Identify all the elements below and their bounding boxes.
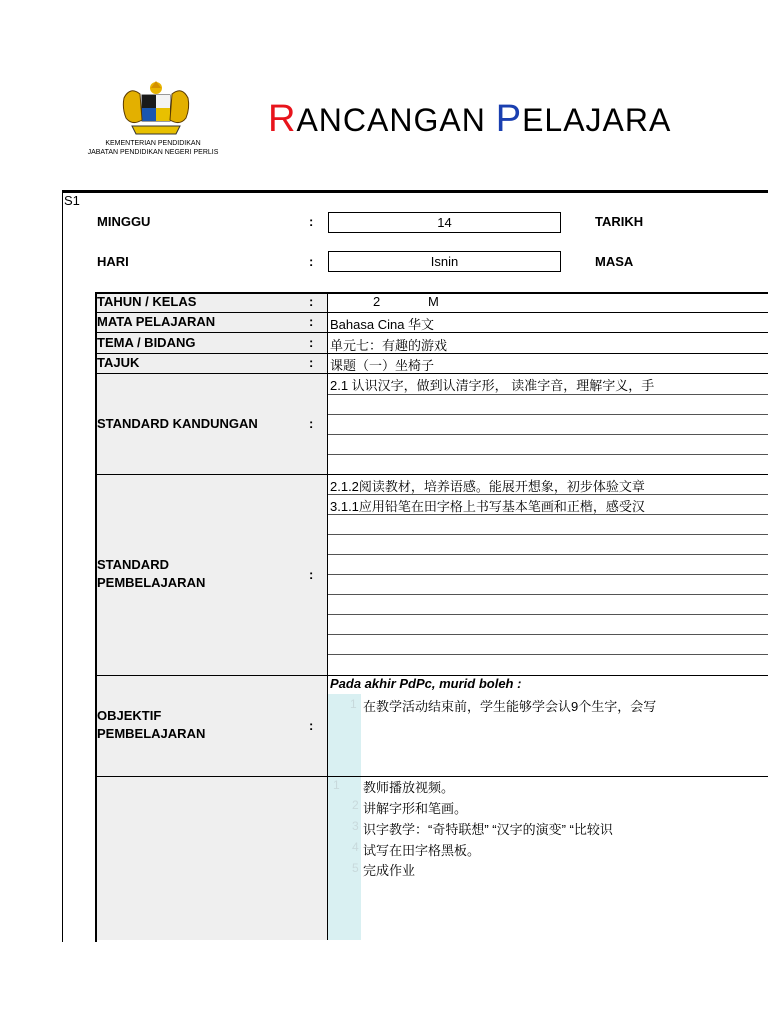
- cell-line: [328, 414, 768, 415]
- minggu-label: MINGGU: [97, 214, 151, 229]
- tema-colon: :: [309, 335, 314, 350]
- sp-value-1: 2.1.2阅读教材，培养语感。能展开想象，初步体验文章: [330, 479, 645, 494]
- op-label-line-2: PEMBELAJARAN: [97, 726, 206, 741]
- tarikh-label: TARIKH: [595, 214, 644, 229]
- standard-kandungan-label: STANDARD KANDUNGAN: [97, 416, 258, 431]
- op-colon: :: [309, 718, 314, 733]
- cell-line: [328, 534, 768, 535]
- minggu-colon: :: [309, 214, 314, 229]
- cell-line: [328, 554, 768, 555]
- kelas-value: M: [428, 294, 439, 309]
- hari-colon: :: [309, 254, 314, 269]
- tahun-colon: :: [309, 294, 314, 309]
- hari-label: HARI: [97, 254, 129, 269]
- activity-number: 1: [333, 778, 340, 792]
- activity-number: 5: [352, 861, 359, 875]
- coat-of-arms-logo: [118, 78, 194, 140]
- title-part-1: ANCANGAN: [296, 102, 496, 138]
- tema-bidang-label: TEMA / BIDANG: [97, 335, 196, 350]
- activity-item: 教师播放视频。: [363, 780, 455, 795]
- cell-line: [328, 394, 768, 395]
- cell-line: [328, 634, 768, 635]
- activity-item: 识字教学：“奇特联想” “汉字的演变” “比较识: [363, 822, 613, 837]
- form-left-border: [62, 192, 63, 942]
- masa-label: MASA: [595, 254, 634, 269]
- mata-pelajaran-value: Bahasa Cina 华文: [330, 317, 435, 332]
- sp-label-line-2: PEMBELAJARAN: [97, 575, 206, 590]
- activity-item: 完成作业: [363, 863, 416, 878]
- cell-line: [328, 654, 768, 655]
- tajuk-colon: :: [309, 355, 314, 370]
- sk-colon: :: [309, 416, 314, 431]
- title-initial-p: P: [495, 98, 523, 140]
- tahun-value: 2: [373, 294, 381, 309]
- mata-pelajaran-label: MATA PELAJARAN: [97, 314, 216, 329]
- cell-line: [328, 434, 768, 435]
- standard-kandungan-value: 2.1 认识汉字，做到认清字形， 读准字音，理解字义，手: [330, 378, 655, 393]
- cell-line: [328, 614, 768, 615]
- sp-label-line-1: STANDARD: [97, 557, 169, 572]
- tajuk-label: TAJUK: [97, 355, 140, 370]
- title-part-2: ELAJARA: [522, 102, 672, 138]
- minggu-field[interactable]: 14: [328, 212, 561, 233]
- form-top-border: [62, 190, 768, 193]
- activity-number: 3: [352, 819, 359, 833]
- sp-value-2: 3.1.1应用铅笔在田字格上书写基本笔画和正楷，感受汉: [330, 499, 645, 514]
- cell-line: [328, 454, 768, 455]
- ministry-line-2: JABATAN PENDIDIKAN NEGERI PERLIS: [87, 149, 219, 156]
- cell-line: [328, 594, 768, 595]
- mata-colon: :: [309, 314, 314, 329]
- sp-colon: :: [309, 567, 314, 582]
- tajuk-value: 课题（一）坐椅子: [330, 358, 435, 373]
- objective-intro: Pada akhir PdPc, murid boleh :: [330, 676, 522, 691]
- tema-bidang-value: 单元七：有趣的游戏: [330, 338, 448, 353]
- page-title: [268, 98, 671, 141]
- cell-line: [328, 574, 768, 575]
- row-divider: [95, 312, 768, 313]
- objective-value: 在教学活动结束前，学生能够学会认9个生字，会写: [363, 699, 657, 714]
- title-initial-r: R: [268, 98, 297, 140]
- hari-field[interactable]: Isnin: [328, 251, 561, 272]
- ministry-line-1: KEMENTERIAN PENDIDIKAN: [105, 140, 201, 147]
- activity-item: 试写在田字格黑板。: [363, 843, 481, 858]
- section-label: S1: [64, 193, 80, 208]
- tahun-kelas-label: TAHUN / KELAS: [97, 294, 197, 309]
- activity-item: 讲解字形和笔画。: [363, 801, 468, 816]
- activity-number: 2: [352, 798, 359, 812]
- row-divider: [95, 474, 768, 475]
- op-label-line-1: OBJEKTIF: [97, 708, 162, 723]
- objective-number: 1: [350, 697, 357, 711]
- ministry-label: [64, 139, 242, 157]
- activity-number: 4: [352, 840, 359, 854]
